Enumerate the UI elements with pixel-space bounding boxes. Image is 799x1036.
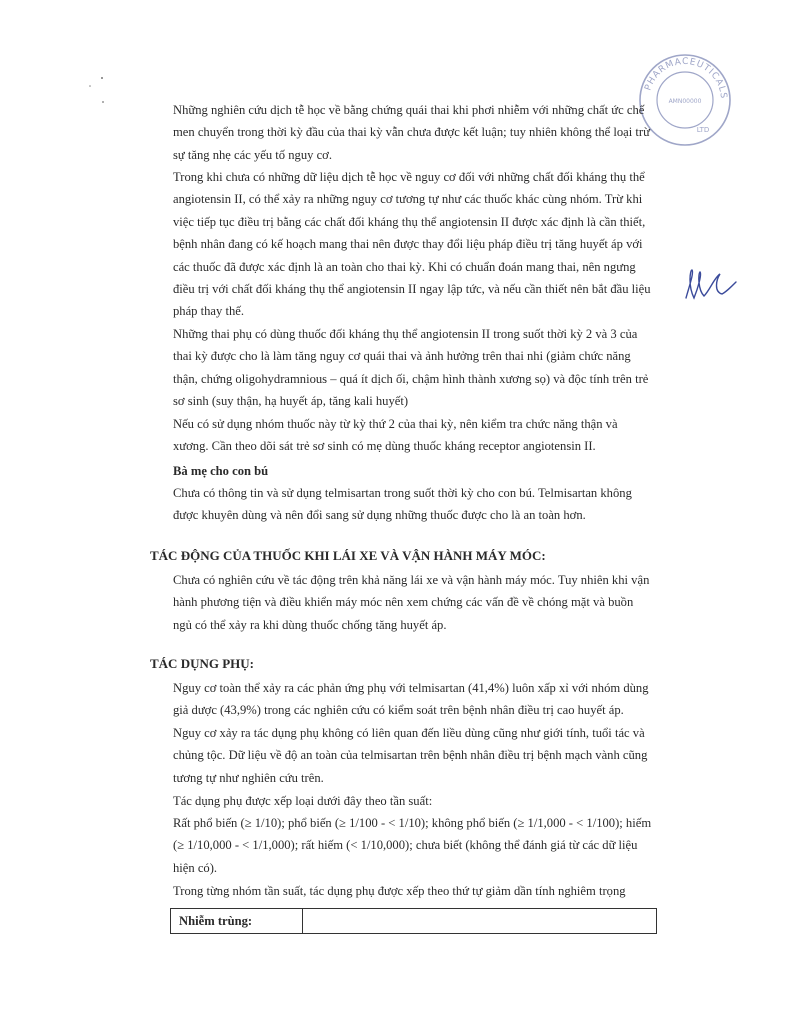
signature xyxy=(680,264,740,304)
side-effects-intro xyxy=(173,677,683,789)
text-line: angiotensin II, có thể xảy ra những nguy cơ tương tự như các thuốc khác cùng nhóm. Trừ khi xyxy=(173,192,643,207)
text-line: Những nghiên cứu dịch tễ học về bằng chứng quái thai khi phơi nhiễm với những chất ức chế xyxy=(173,103,645,117)
text-line: Nguy cơ xảy ra tác dụng phụ không có liên quan đến liều dùng cũng như giới tính, tuổi tác và xyxy=(173,725,645,740)
text-line: Chưa có thông tin và sử dụng telmisartan trong suốt thời kỳ cho con bú. Telmisartan không xyxy=(173,486,632,500)
side-effects-heading: TÁC DỤNG PHỤ: xyxy=(150,656,254,671)
text-line: pháp thay thế. xyxy=(173,304,244,319)
text-line: tương tự như nghiên cứu trên. xyxy=(173,770,324,785)
stamp-ring-text: PHARMACEUTICALS xyxy=(643,56,729,100)
table-cell xyxy=(303,909,657,934)
text-line: bệnh nhân đang có kế hoạch mang thai nên được thay đổi liệu pháp điều trị tăng huyết áp với xyxy=(173,237,643,252)
trimester-paragraph xyxy=(173,323,683,413)
text-line: việc tiếp tục điều trị bằng các chất đối kháng thụ thể angiotensin II được xác định là cần thiết, xyxy=(173,214,646,229)
text-line: được khuyên dùng và nên đổi sang sử dụng những thuốc được cho là an toàn hơn. xyxy=(173,508,586,523)
text-line: các thuốc đã được xác định là an toàn cho thai kỳ. Khi có chuẩn đoán mang thai, nên ngưng xyxy=(173,259,636,274)
text-line: xương. Cần theo dõi sát trẻ sơ sinh có mẹ dùng thuốc kháng receptor angiotensin II. xyxy=(173,439,596,454)
text-line: thai kỳ được cho là làm tăng nguy cơ quái thai và ảnh hưởng trên thai nhi (giảm chức năng xyxy=(173,349,631,364)
text-line: Tác dụng phụ được xếp loại dưới đây theo tần suất: xyxy=(173,794,433,808)
stamp-bottom-text: LTD xyxy=(696,126,710,134)
table-row-header: Nhiễm trùng: xyxy=(171,909,303,934)
stamp-inner-text: AMN00000 xyxy=(668,98,702,105)
text-line: chủng tộc. Dữ liệu về độ an toàn của telmisartan trên bệnh nhân điều trị bệnh mạch vành cũng xyxy=(173,748,648,763)
text-line: Trong khi chưa có những dữ liệu dịch tễ học về nguy cơ đối với những chất đối kháng thụ thể xyxy=(173,170,645,184)
text-line: sự tăng nhẹ các yếu tố nguy cơ. xyxy=(173,147,332,162)
text-line: hiện có). xyxy=(173,860,218,875)
text-line: hành phương tiện và điều khiển máy móc nên xem chứng các vấn đề về chóng mặt và buồn xyxy=(173,595,634,610)
lactation-heading: Bà mẹ cho con bú xyxy=(173,464,269,478)
svg-text:PHARMACEUTICALS xyxy=(643,57,728,100)
text-line: thận, chứng oligohydramnious – quá ít dịch ối, chậm hình thành xương sọ) và độc tính trên trẻ xyxy=(173,371,649,386)
text-line: Nguy cơ toàn thể xảy ra các phản ứng phụ với telmisartan (41,4%) luôn xấp xỉ với nhóm dùng xyxy=(173,681,649,695)
lactation-paragraph xyxy=(173,482,683,527)
table-row xyxy=(171,909,657,934)
text-line: men chuyển trong thời kỳ đầu của thai kỳ vẫn chưa được kết luận; tuy nhiên không thể loại trừ xyxy=(173,125,650,140)
text-line: Rất phổ biến (≥ 1/10); phổ biến (≥ 1/100 - < 1/10); không phổ biến (≥ 1/1,000 - < 1/100); hiếm xyxy=(173,816,652,830)
text-line: Trong từng nhóm tần suất, tác dụng phụ được xếp theo thứ tự giảm dần tính nghiêm trọng xyxy=(173,884,626,898)
text-line: giả dược (43,9%) trong các nghiên cứu có kiểm soát trên bệnh nhân điều trị cao huyết áp. xyxy=(173,703,624,718)
text-line: (≥ 1/10,000 - < 1/1,000); rất hiếm (< 1/10,000); chưa biết (không thể đánh giá từ các dữ liệu xyxy=(173,838,638,853)
frequency-definitions xyxy=(173,812,683,879)
monitoring-paragraph xyxy=(173,413,683,458)
text-line: ngủ có thể xảy ra khi dùng thuốc chống tăng huyết áp. xyxy=(173,617,447,632)
pregnancy-ace-paragraph xyxy=(173,99,683,166)
ordering-line xyxy=(173,880,683,902)
driving-heading: TÁC ĐỘNG CỦA THUỐC KHI LÁI XE VÀ VẬN HÀNH MÁY MÓC: xyxy=(150,548,546,563)
arb-paragraph xyxy=(173,166,683,323)
text-line: điều trị với chất đối kháng thụ thể angiotensin II ngay lập tức, và nếu cần thiết nên bắt đầu liệu xyxy=(173,282,651,297)
text-line: Chưa có nghiên cứu về tác động trên khả năng lái xe và vận hành máy móc. Tuy nhiên khi vận xyxy=(173,573,650,587)
classification-line xyxy=(173,790,683,812)
side-effects-table xyxy=(170,908,657,934)
text-line: Những thai phụ có dùng thuốc đối kháng thụ thể angiotensin II trong suốt thời kỳ 2 và 3 của xyxy=(173,327,638,341)
text-line: sơ sinh (suy thận, hạ huyết áp, tăng kali huyết) xyxy=(173,394,409,409)
text-line: Nếu có sử dụng nhóm thuốc này từ kỳ thứ 2 của thai kỳ, nên kiểm tra chức năng thận và xyxy=(173,417,618,431)
driving-paragraph xyxy=(173,569,683,636)
scan-specks xyxy=(80,70,110,110)
